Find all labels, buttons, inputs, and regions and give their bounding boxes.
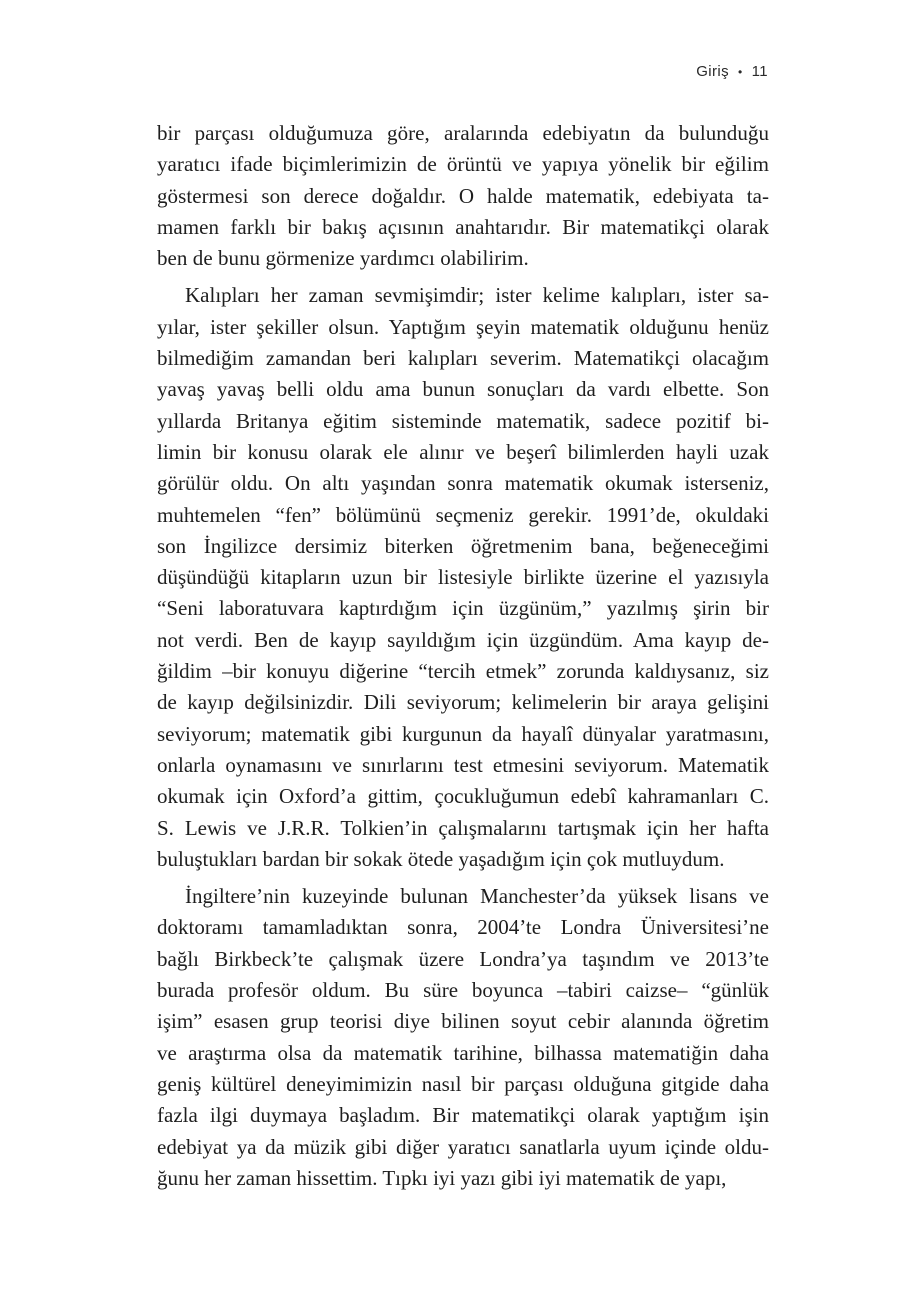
text-line: ğunu her zaman hissettim. Tıpkı iyi yazı gibi iyi matematik de yapı, <box>157 1165 727 1190</box>
text-line: geniş kültürel deneyimimizin nasıl bir parçası olduğuna gitgide daha <box>157 1071 769 1096</box>
body-text <box>157 118 769 1194</box>
text-line: ğildim –bir konuyu diğerine “tercih etmek” zorunda kaldıysanız, siz <box>157 659 769 684</box>
text-line: limin bir konusu olarak ele alınır ve beşerî bilimlerden hayli uzak <box>157 439 769 464</box>
paragraph <box>157 280 769 875</box>
text-line: ben de bunu görmenize yardımcı olabilirim. <box>157 246 529 271</box>
text-line: S. Lewis ve J.R.R. Tolkien’in çalışmalarını tartışmak için her hafta <box>157 815 769 840</box>
text-line: yaratıcı ifade biçimlerimizin de örüntü ve yapıya yönelik bir eğilim <box>157 152 769 177</box>
page-number: 11 <box>751 63 768 80</box>
text-line: buluştukları bardan bir sokak ötede yaşadığım için çok mutluydum. <box>157 846 725 871</box>
text-line: bağlı Birkbeck’te çalışmak üzere Londra’ya taşındım ve 2013’te <box>157 946 769 971</box>
running-head <box>696 63 768 80</box>
text-line: yıllarda Britanya eğitim sisteminde matematik, sadece pozitif bi- <box>157 408 769 433</box>
text-line: görülür oldu. On altı yaşından sonra matematik okumak isterseniz, <box>157 471 769 496</box>
text-line: “Seni laboratuvara kaptırdığım için üzgünüm,” yazılmış şirin bir <box>157 596 769 621</box>
text-line: de kayıp değilsinizdir. Dili seviyorum; kelimelerin bir araya gelişini <box>157 690 769 715</box>
text-line: onlarla oynamasını ve sınırlarını test etmesini seviyorum. Matematik <box>157 752 769 777</box>
text-line: ve araştırma olsa da matematik tarihine, bilhassa matematiğin daha <box>157 1040 769 1065</box>
text-line: yılar, ister şekiller olsun. Yaptığım şeyin matematik olduğunu henüz <box>157 314 769 339</box>
paragraph <box>157 881 769 1194</box>
text-line: okumak için Oxford’a gittim, çocukluğumun edebî kahramanları C. <box>157 784 769 809</box>
text-line: bilmediğim zamandan beri kalıpları severim. Matematikçi olacağım <box>157 346 769 371</box>
text-line: doktoramı tamamladıktan sonra, 2004’te Londra Üniversitesi’ne <box>157 915 769 940</box>
text-line: fazla ilgi duymaya başladım. Bir matematikçi olarak yaptığım işin <box>157 1103 769 1128</box>
text-line: yavaş yavaş belli oldu ama bunun sonuçları da vardı elbette. Son <box>157 377 769 402</box>
text-line: edebiyat ya da müzik gibi diğer yaratıcı sanatlarla uyum içinde oldu- <box>157 1134 769 1159</box>
text-line: not verdi. Ben de kayıp sayıldığım için üzgündüm. Ama kayıp de- <box>157 627 769 652</box>
text-line: seviyorum; matematik gibi kurgunun da hayalî dünyalar yaratmasını, <box>157 721 769 746</box>
text-line: mamen farklı bir bakış açısının anahtarıdır. Bir matematikçi olarak <box>157 214 769 239</box>
chapter-title: Giriş <box>696 63 730 80</box>
text-line: işim” esasen grup teorisi diye bilinen soyut cebir alanında öğretim <box>157 1009 769 1034</box>
text-line: Kalıpları her zaman sevmişimdir; ister kelime kalıpları, ister sa- <box>185 283 769 308</box>
text-line: göstermesi son derece doğaldır. O halde matematik, edebiyata ta- <box>157 183 769 208</box>
text-line: burada profesör oldum. Bu süre boyunca –tabiri caizse– “günlük <box>157 978 769 1003</box>
text-line: düşündüğü kitapların uzun bir listesiyle birlikte üzerine el yazısıyla <box>157 565 769 590</box>
text-line: bir parçası olduğumuza göre, aralarında edebiyatın da bulunduğu <box>157 121 769 145</box>
paragraph <box>157 118 769 274</box>
header-separator: • <box>738 64 743 79</box>
text-line: İngiltere’nin kuzeyinde bulunan Manchester’da yüksek lisans ve <box>185 884 769 909</box>
text-line: muhtemelen “fen” bölümünü seçmeniz gerekir. 1991’de, okuldaki <box>157 502 769 527</box>
text-line: son İngilizce dersimiz biterken öğretmenim bana, beğeneceğimi <box>157 533 769 558</box>
